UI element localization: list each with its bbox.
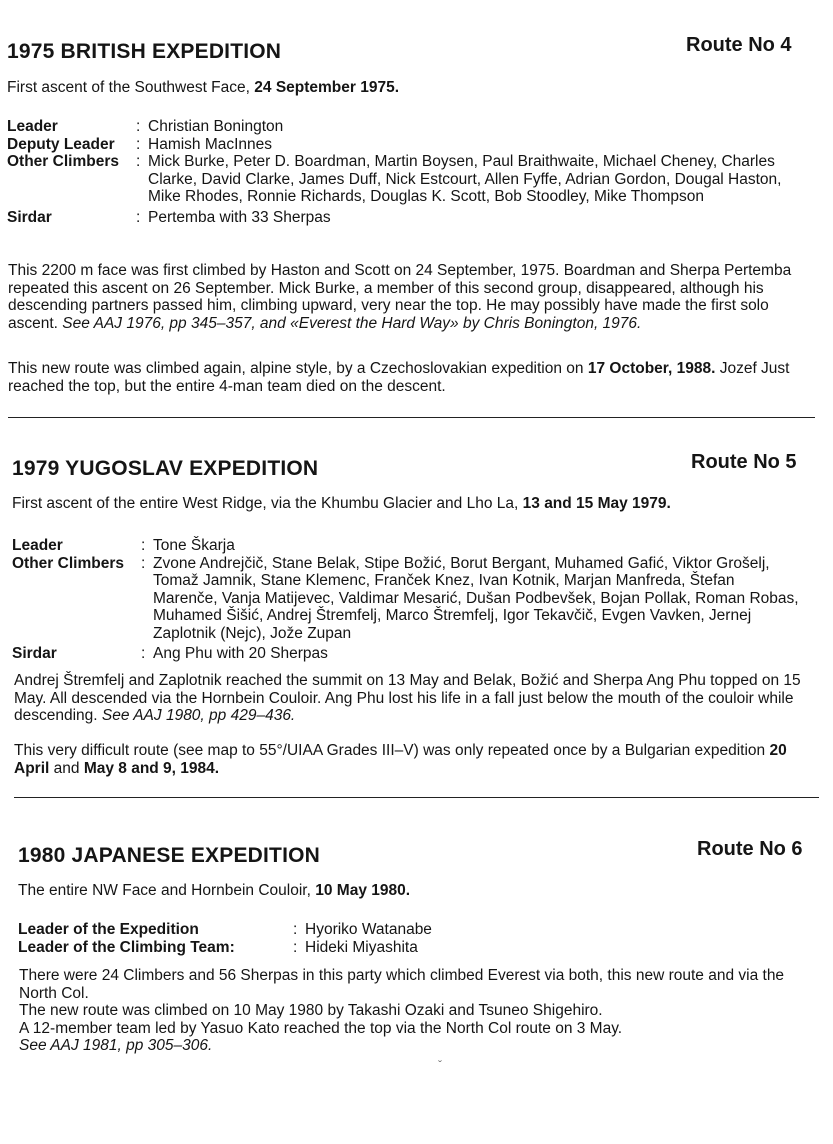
role-label: Other Climbers <box>12 554 124 572</box>
route4-role-climbers <box>7 153 807 206</box>
role-colon: : <box>141 645 146 662</box>
route4-roles <box>7 118 807 226</box>
route6-title: 1980 JAPANESE EXPEDITION <box>18 844 321 867</box>
route5-reference: See AAJ 1980, pp 429–436. <box>101 707 296 724</box>
route5-role-sirdar <box>12 645 812 663</box>
route6-roles <box>18 921 798 956</box>
role-value: Christian Bonington <box>148 118 284 135</box>
route6-line-2: The new route was climbed on 10 May 1980 by Takashi Ozaki and Tsuneo Shigehiro. <box>19 1002 603 1019</box>
route5-description-text: Andrej Štremfelj and Zaplotnik reached the summit on 13 May and Belak, Božić and Sherpa Ang Phu topped on 15 May. All descended via the Hornbein Couloir. Ang Phu lost his life in a fall just below the mouth of the couloir while descending. <box>14 672 801 724</box>
route4-subtitle <box>7 79 399 97</box>
route4-number: Route No 4 <box>686 34 792 56</box>
route6-subtitle <box>18 882 410 900</box>
role-colon: : <box>136 135 141 153</box>
role-label: Other Climbers <box>7 153 119 170</box>
route5-repeat-and: and <box>53 759 80 777</box>
route4-role-deputy <box>7 136 807 154</box>
route4-reference: See AAJ 1976, pp 345–357, and «Everest the Hard Way» by Chris Bonington, 1976. <box>62 314 642 332</box>
route6-description <box>19 967 809 1055</box>
route6-line-1: There were 24 Climbers and 56 Sherpas in this party which climbed Everest via both, this new route and via the North Col. <box>19 967 785 1002</box>
role-label: Sirdar <box>12 645 57 662</box>
route5-subtitle <box>12 495 671 513</box>
role-colon: : <box>141 537 146 554</box>
role-value: Pertemba with 33 Sherpas <box>148 208 331 226</box>
route4-description <box>8 262 808 332</box>
route5-number: Route No 5 <box>691 451 797 473</box>
route4-subtitle-date: 24 September 1975. <box>254 79 400 96</box>
role-value: Zvone Andrejčič, Stane Belak, Stipe Božić, Borut Bergant, Muhamed Gafić, Viktor Grošelj, Tomaž Jamnik, Stane Klemenc, Franček Knez, Ivan Kotnik, Marjan Manfreda, Štefan Marenče, Vanja Matijevec, Valdimar Mesarić, Dušan Podbevšek, Bojan Pollak, Roman Robas, Muhamed Šišić, Andrej Štremfelj, Marco Štremfelj, Igor Tekavčič, Evgen Vavken, Jernej Zaplotnik (Nejc), Jože Zupan <box>153 554 799 642</box>
role-value: Mick Burke, Peter D. Boardman, Martin Boysen, Paul Braithwaite, Michael Cheney, Charles Clarke, David Clarke, James Duff, Nick Estcourt, Allen Fyffe, Adrian Gordon, Dougal Haston, Mike Rhodes, Ronnie Richards, Douglas K. Scott, Bob Stoodley, Mike Thompson <box>148 153 782 205</box>
route4-subtitle-text: First ascent of the Southwest Face, <box>7 79 250 96</box>
route5-role-climbers <box>12 555 812 643</box>
role-colon: : <box>136 118 141 135</box>
route6-number: Route No 6 <box>697 838 803 860</box>
role-label: Leader of the Expedition <box>18 921 199 938</box>
role-value: Ang Phu with 20 Sherpas <box>153 645 328 662</box>
role-value: Hideki Miyashita <box>305 938 418 956</box>
role-colon: : <box>293 938 298 956</box>
route4-description-text: This 2200 m face was first climbed by Haston and Scott on 24 September, 1975. Boardman and Sherpa Pertemba repeated this ascent on 26 September. Mick Burke, a member of this second group, disappeared, although his descending partners passed him, climbing upward, very near the top. He may possibly have made the first solo ascent. <box>8 262 792 332</box>
route5-repeat-date: 20 April <box>14 742 787 777</box>
route5-role-leader <box>12 537 812 555</box>
route6-subtitle-text: The entire NW Face and Hornbein Couloir, <box>18 882 311 899</box>
route6-role-climbing-leader <box>18 939 798 957</box>
role-colon: : <box>136 208 141 226</box>
role-label: Deputy Leader <box>7 135 115 153</box>
route4-role-leader <box>7 118 807 136</box>
role-value: Hamish MacInnes <box>148 135 273 153</box>
route5-repeat-text: This very difficult route (see map to 55°/UIAA Grades III–V) was only repeated once by a Bulgarian expedition <box>14 742 766 759</box>
route5-title: 1979 YUGOSLAV EXPEDITION <box>12 457 319 480</box>
role-colon: : <box>141 554 146 572</box>
route5-repeat-date2: May 8 and 9, 1984. <box>83 759 220 777</box>
route4-repeat <box>8 360 808 395</box>
route5-subtitle-text: First ascent of the entire West Ridge, via the Khumbu Glacier and Lho La, <box>12 495 519 512</box>
route4-role-sirdar <box>7 209 807 227</box>
route4-repeat-text2: Jozef Just reached the top, but the entire 4-man team died on the descent. <box>8 360 790 395</box>
route5-description <box>14 672 814 725</box>
role-label: Leader <box>12 537 63 554</box>
role-value: Hyoriko Watanabe <box>305 921 432 938</box>
route4-repeat-text: This new route was climbed again, alpine style, by a Czechoslovakian expedition on <box>8 360 584 377</box>
route6-line-3: A 12-member team led by Yasuo Kato reached the top via the North Col route on 3 May. <box>19 1019 623 1037</box>
route4-repeat-date: 17 October, 1988. <box>587 360 716 377</box>
scan-speck: ˇ <box>438 1058 442 1072</box>
route5-roles <box>12 537 812 663</box>
route5-repeat <box>14 742 814 777</box>
role-label: Leader <box>7 118 58 135</box>
route6-role-leader <box>18 921 798 939</box>
role-colon: : <box>136 153 141 170</box>
section-divider <box>14 797 819 798</box>
route6-subtitle-date: 10 May 1980. <box>315 882 411 899</box>
role-value: Tone Škarja <box>153 537 235 554</box>
route5-subtitle-date: 13 and 15 May 1979. <box>522 495 671 512</box>
section-divider <box>8 417 815 418</box>
role-colon: : <box>293 921 298 938</box>
route4-title: 1975 BRITISH EXPEDITION <box>7 40 282 63</box>
role-label: Leader of the Climbing Team: <box>18 938 235 956</box>
route6-reference: See AAJ 1981, pp 305–306. <box>19 1037 213 1054</box>
role-label: Sirdar <box>7 208 52 226</box>
